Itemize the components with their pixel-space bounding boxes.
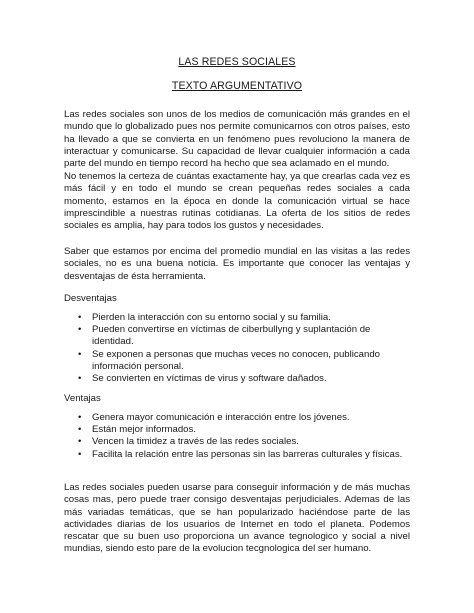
paragraph-statistics: Saber que estamos por encima del promedio mundial en las visitas a las redes sociales, no es una buena noticia. Es importante que conocer las ventajas y desventajas de ésta herramienta. <box>64 246 410 282</box>
bullet-icon: • <box>78 424 82 436</box>
list-item <box>78 424 408 436</box>
list-item <box>78 324 408 348</box>
desventajas-list <box>78 312 408 385</box>
ventajas-list <box>78 412 408 461</box>
bullet-icon: • <box>78 448 82 460</box>
bullet-icon: • <box>78 436 82 448</box>
document-page <box>64 0 410 613</box>
list-item <box>78 312 408 324</box>
list-item-text: Pueden convertirse en víctimas de ciberbullyng y suplantación de identidad. <box>92 324 371 348</box>
paragraph-certainty: No tenemos la certeza de cuántas exactamente hay, ya que crearlas cada vez es más fácil y en todo el mundo se crean pequeñas redes sociales a cada momento, estamos en la época en donde la comunicación virtual se hace imprescindible a nuestras rutinas cotidianas. La oferta de los sitios de redes sociales es amplia, hay para todos los gustos y necesidades. <box>64 171 410 232</box>
list-item <box>78 436 408 448</box>
list-item-text: Genera mayor comunicación e interacción entre los jóvenes. <box>92 412 350 423</box>
bullet-icon: • <box>78 348 82 360</box>
list-item-text: Pierden la interacción con su entorno social y su familia. <box>92 312 331 323</box>
list-item <box>78 412 408 424</box>
list-item <box>78 349 408 373</box>
list-item-text: Se convierten en víctimas de virus y software dañados. <box>92 373 327 385</box>
document-subtitle: TEXTO ARGUMENTATIVO <box>171 80 303 92</box>
list-item-text: Se exponen a personas que muchas veces no conocen, publicando información personal. <box>92 348 381 372</box>
list-item <box>78 373 408 385</box>
paragraph-conclusion: Las redes sociales pueden usarse para conseguir información y de más muchas cosas mas, pero puede traer consigo desventajas perjudiciales. Ademas de las más variadas temáticas, que se han popularizado haciéndose parte de las actividades diarias de los usuarios de Internet en todo el planeta. Podemos rescatar que su buen uso proporciona un avance tegnologico y social a nivel mundias, siendo esto pare de la evolucion tecgnologica del ser humano. <box>64 482 410 555</box>
ventajas-heading: Ventajas <box>64 393 101 404</box>
list-item-text: Facilita la relación entre las personas sin las barreras culturales y físicas. <box>92 448 403 460</box>
bullet-icon: • <box>78 412 82 423</box>
list-item-text: Están mejor informados. <box>92 424 196 436</box>
bullet-icon: • <box>78 312 82 323</box>
list-item <box>78 449 408 461</box>
list-item-text: Vencen la timidez a través de las redes sociales. <box>92 436 299 448</box>
bullet-icon: • <box>78 324 82 336</box>
bullet-icon: • <box>78 373 82 385</box>
document-title: LAS REDES SOCIALES <box>178 56 296 68</box>
paragraph-intro: Las redes sociales son unos de los medios de comunicación más grandes en el mundo que lo globalizado pues nos permite comunicarnos con otros países, esto ha llevado a que se convierta en un fenómeno pues revoluciono la manera de interactuar y comunicarse. Su capacidad de llevar cualquier información a cada parte del mundo en tiempo record ha hecho que sea aclamado en el mundo. <box>64 109 410 170</box>
desventajas-heading: Desventajas <box>64 293 117 304</box>
